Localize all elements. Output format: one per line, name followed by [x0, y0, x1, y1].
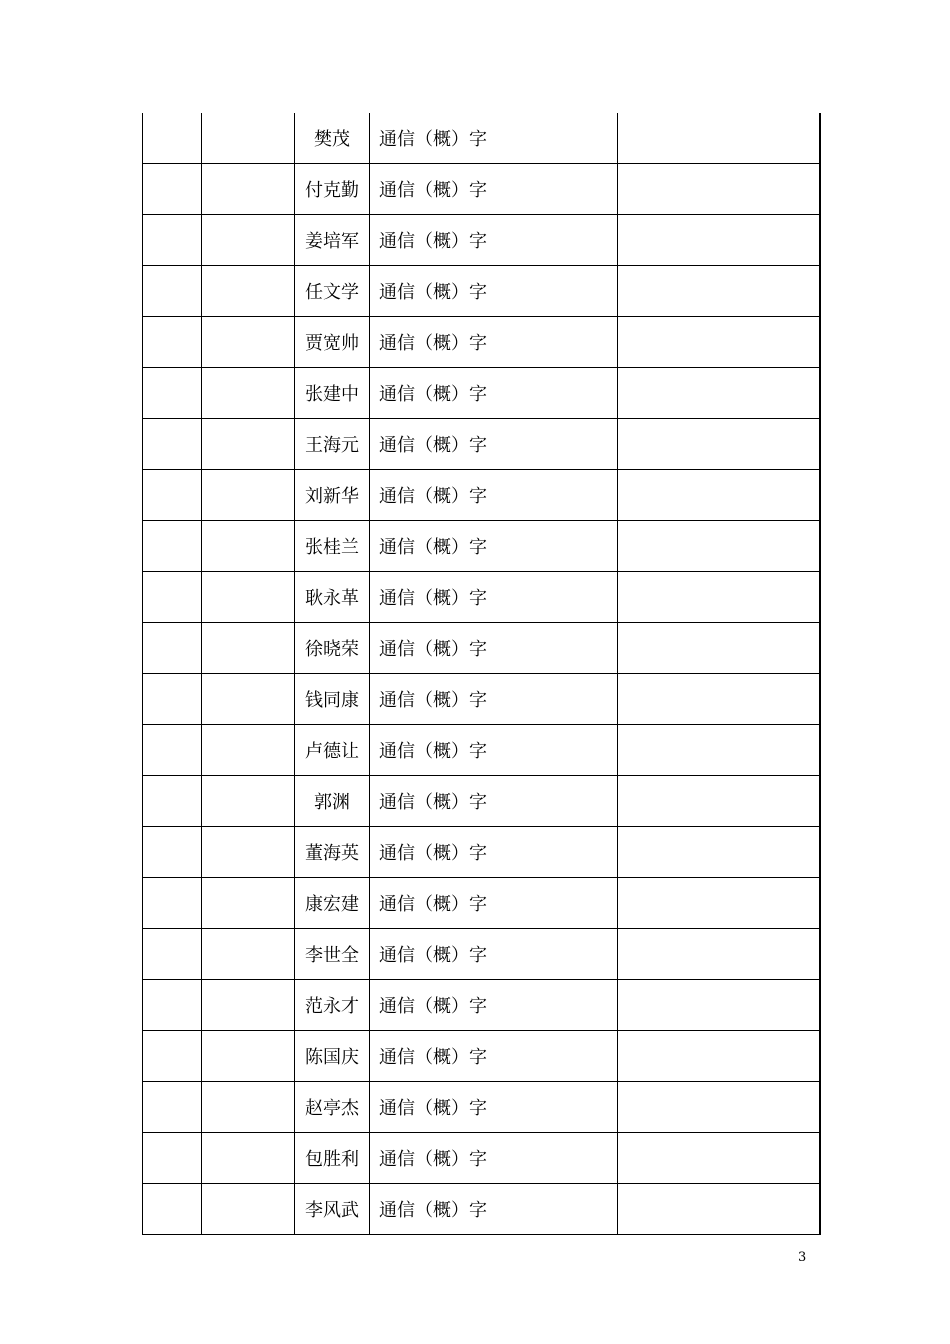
table-row: [143, 878, 820, 929]
cell-type: 通信（概）字: [370, 1133, 618, 1184]
cell-empty: [202, 980, 295, 1031]
cell-empty: [202, 266, 295, 317]
cell-name: 贾宽帅: [295, 317, 370, 368]
cell-empty: [143, 1184, 202, 1235]
cell-type: 通信（概）字: [370, 929, 618, 980]
cell-empty: [618, 674, 820, 725]
table-row: [143, 317, 820, 368]
cell-empty: [143, 1133, 202, 1184]
table-row: [143, 929, 820, 980]
cell-name: 姜培军: [295, 215, 370, 266]
cell-empty: [143, 215, 202, 266]
cell-type: 通信（概）字: [370, 572, 618, 623]
cell-name: 钱同康: [295, 674, 370, 725]
cell-empty: [202, 776, 295, 827]
cell-type: 通信（概）字: [370, 317, 618, 368]
cell-empty: [143, 623, 202, 674]
cell-name: 李风武: [295, 1184, 370, 1235]
cell-name: 耿永革: [295, 572, 370, 623]
cell-name: 樊茂: [295, 113, 370, 164]
cell-type: 通信（概）字: [370, 266, 618, 317]
table-row: [143, 1184, 820, 1235]
table-row: [143, 521, 820, 572]
cell-name: 张桂兰: [295, 521, 370, 572]
table-row: [143, 1082, 820, 1133]
cell-empty: [618, 1184, 820, 1235]
cell-empty: [143, 419, 202, 470]
cell-empty: [618, 113, 820, 164]
cell-type: 通信（概）字: [370, 674, 618, 725]
cell-empty: [618, 878, 820, 929]
cell-type: 通信（概）字: [370, 980, 618, 1031]
cell-empty: [618, 1082, 820, 1133]
cell-empty: [202, 215, 295, 266]
cell-empty: [202, 1082, 295, 1133]
cell-empty: [143, 776, 202, 827]
registration-table: [142, 113, 821, 1235]
cell-empty: [202, 317, 295, 368]
cell-empty: [618, 1031, 820, 1082]
table-row: [143, 164, 820, 215]
cell-empty: [618, 980, 820, 1031]
cell-empty: [202, 623, 295, 674]
cell-type: 通信（概）字: [370, 164, 618, 215]
cell-name: 徐晓荣: [295, 623, 370, 674]
table-row: [143, 827, 820, 878]
cell-type: 通信（概）字: [370, 368, 618, 419]
table-row: [143, 776, 820, 827]
cell-empty: [618, 368, 820, 419]
table-row: [143, 623, 820, 674]
cell-empty: [202, 521, 295, 572]
cell-empty: [202, 113, 295, 164]
cell-empty: [618, 419, 820, 470]
cell-empty: [618, 266, 820, 317]
cell-name: 任文学: [295, 266, 370, 317]
cell-name: 范永才: [295, 980, 370, 1031]
cell-type: 通信（概）字: [370, 623, 618, 674]
cell-empty: [143, 1082, 202, 1133]
cell-empty: [618, 317, 820, 368]
cell-empty: [618, 215, 820, 266]
cell-empty: [618, 521, 820, 572]
table-row: [143, 1031, 820, 1082]
cell-empty: [143, 725, 202, 776]
cell-empty: [202, 725, 295, 776]
cell-empty: [143, 674, 202, 725]
table-row: [143, 725, 820, 776]
cell-empty: [618, 929, 820, 980]
cell-name: 卢德让: [295, 725, 370, 776]
table-row: [143, 368, 820, 419]
cell-type: 通信（概）字: [370, 470, 618, 521]
page-number: 3: [798, 1250, 807, 1265]
cell-type: 通信（概）字: [370, 878, 618, 929]
cell-type: 通信（概）字: [370, 1184, 618, 1235]
cell-empty: [202, 572, 295, 623]
table-row: [143, 266, 820, 317]
cell-empty: [618, 827, 820, 878]
cell-empty: [143, 929, 202, 980]
cell-empty: [202, 674, 295, 725]
table-row: [143, 215, 820, 266]
cell-empty: [143, 1031, 202, 1082]
cell-empty: [618, 1133, 820, 1184]
cell-type: 通信（概）字: [370, 1082, 618, 1133]
cell-name: 赵亭杰: [295, 1082, 370, 1133]
cell-type: 通信（概）字: [370, 215, 618, 266]
cell-name: 王海元: [295, 419, 370, 470]
cell-empty: [143, 980, 202, 1031]
cell-name: 陈国庆: [295, 1031, 370, 1082]
cell-empty: [202, 1031, 295, 1082]
cell-empty: [143, 317, 202, 368]
cell-empty: [202, 368, 295, 419]
table-body: [143, 113, 820, 1235]
cell-type: 通信（概）字: [370, 419, 618, 470]
cell-empty: [143, 470, 202, 521]
cell-empty: [202, 470, 295, 521]
cell-type: 通信（概）字: [370, 776, 618, 827]
cell-empty: [202, 1133, 295, 1184]
table-row: [143, 470, 820, 521]
cell-empty: [143, 827, 202, 878]
cell-name: 包胜利: [295, 1133, 370, 1184]
cell-empty: [143, 368, 202, 419]
cell-empty: [143, 164, 202, 215]
table-row: [143, 572, 820, 623]
cell-empty: [618, 776, 820, 827]
cell-name: 董海英: [295, 827, 370, 878]
cell-empty: [202, 878, 295, 929]
cell-empty: [143, 113, 202, 164]
cell-type: 通信（概）字: [370, 1031, 618, 1082]
cell-name: 李世全: [295, 929, 370, 980]
cell-type: 通信（概）字: [370, 725, 618, 776]
cell-empty: [618, 572, 820, 623]
cell-empty: [618, 725, 820, 776]
cell-type: 通信（概）字: [370, 827, 618, 878]
cell-type: 通信（概）字: [370, 113, 618, 164]
cell-empty: [202, 1184, 295, 1235]
cell-empty: [143, 878, 202, 929]
cell-empty: [202, 827, 295, 878]
table-row: [143, 419, 820, 470]
table-row: [143, 113, 820, 164]
cell-name: 郭渊: [295, 776, 370, 827]
cell-empty: [143, 572, 202, 623]
cell-empty: [143, 521, 202, 572]
cell-name: 康宏建: [295, 878, 370, 929]
cell-name: 刘新华: [295, 470, 370, 521]
cell-type: 通信（概）字: [370, 521, 618, 572]
cell-empty: [618, 470, 820, 521]
cell-name: 张建中: [295, 368, 370, 419]
table-row: [143, 674, 820, 725]
cell-empty: [618, 164, 820, 215]
table-row: [143, 1133, 820, 1184]
cell-empty: [143, 266, 202, 317]
cell-empty: [202, 164, 295, 215]
table-row: [143, 980, 820, 1031]
cell-empty: [202, 929, 295, 980]
cell-empty: [202, 419, 295, 470]
cell-name: 付克勤: [295, 164, 370, 215]
cell-empty: [618, 623, 820, 674]
